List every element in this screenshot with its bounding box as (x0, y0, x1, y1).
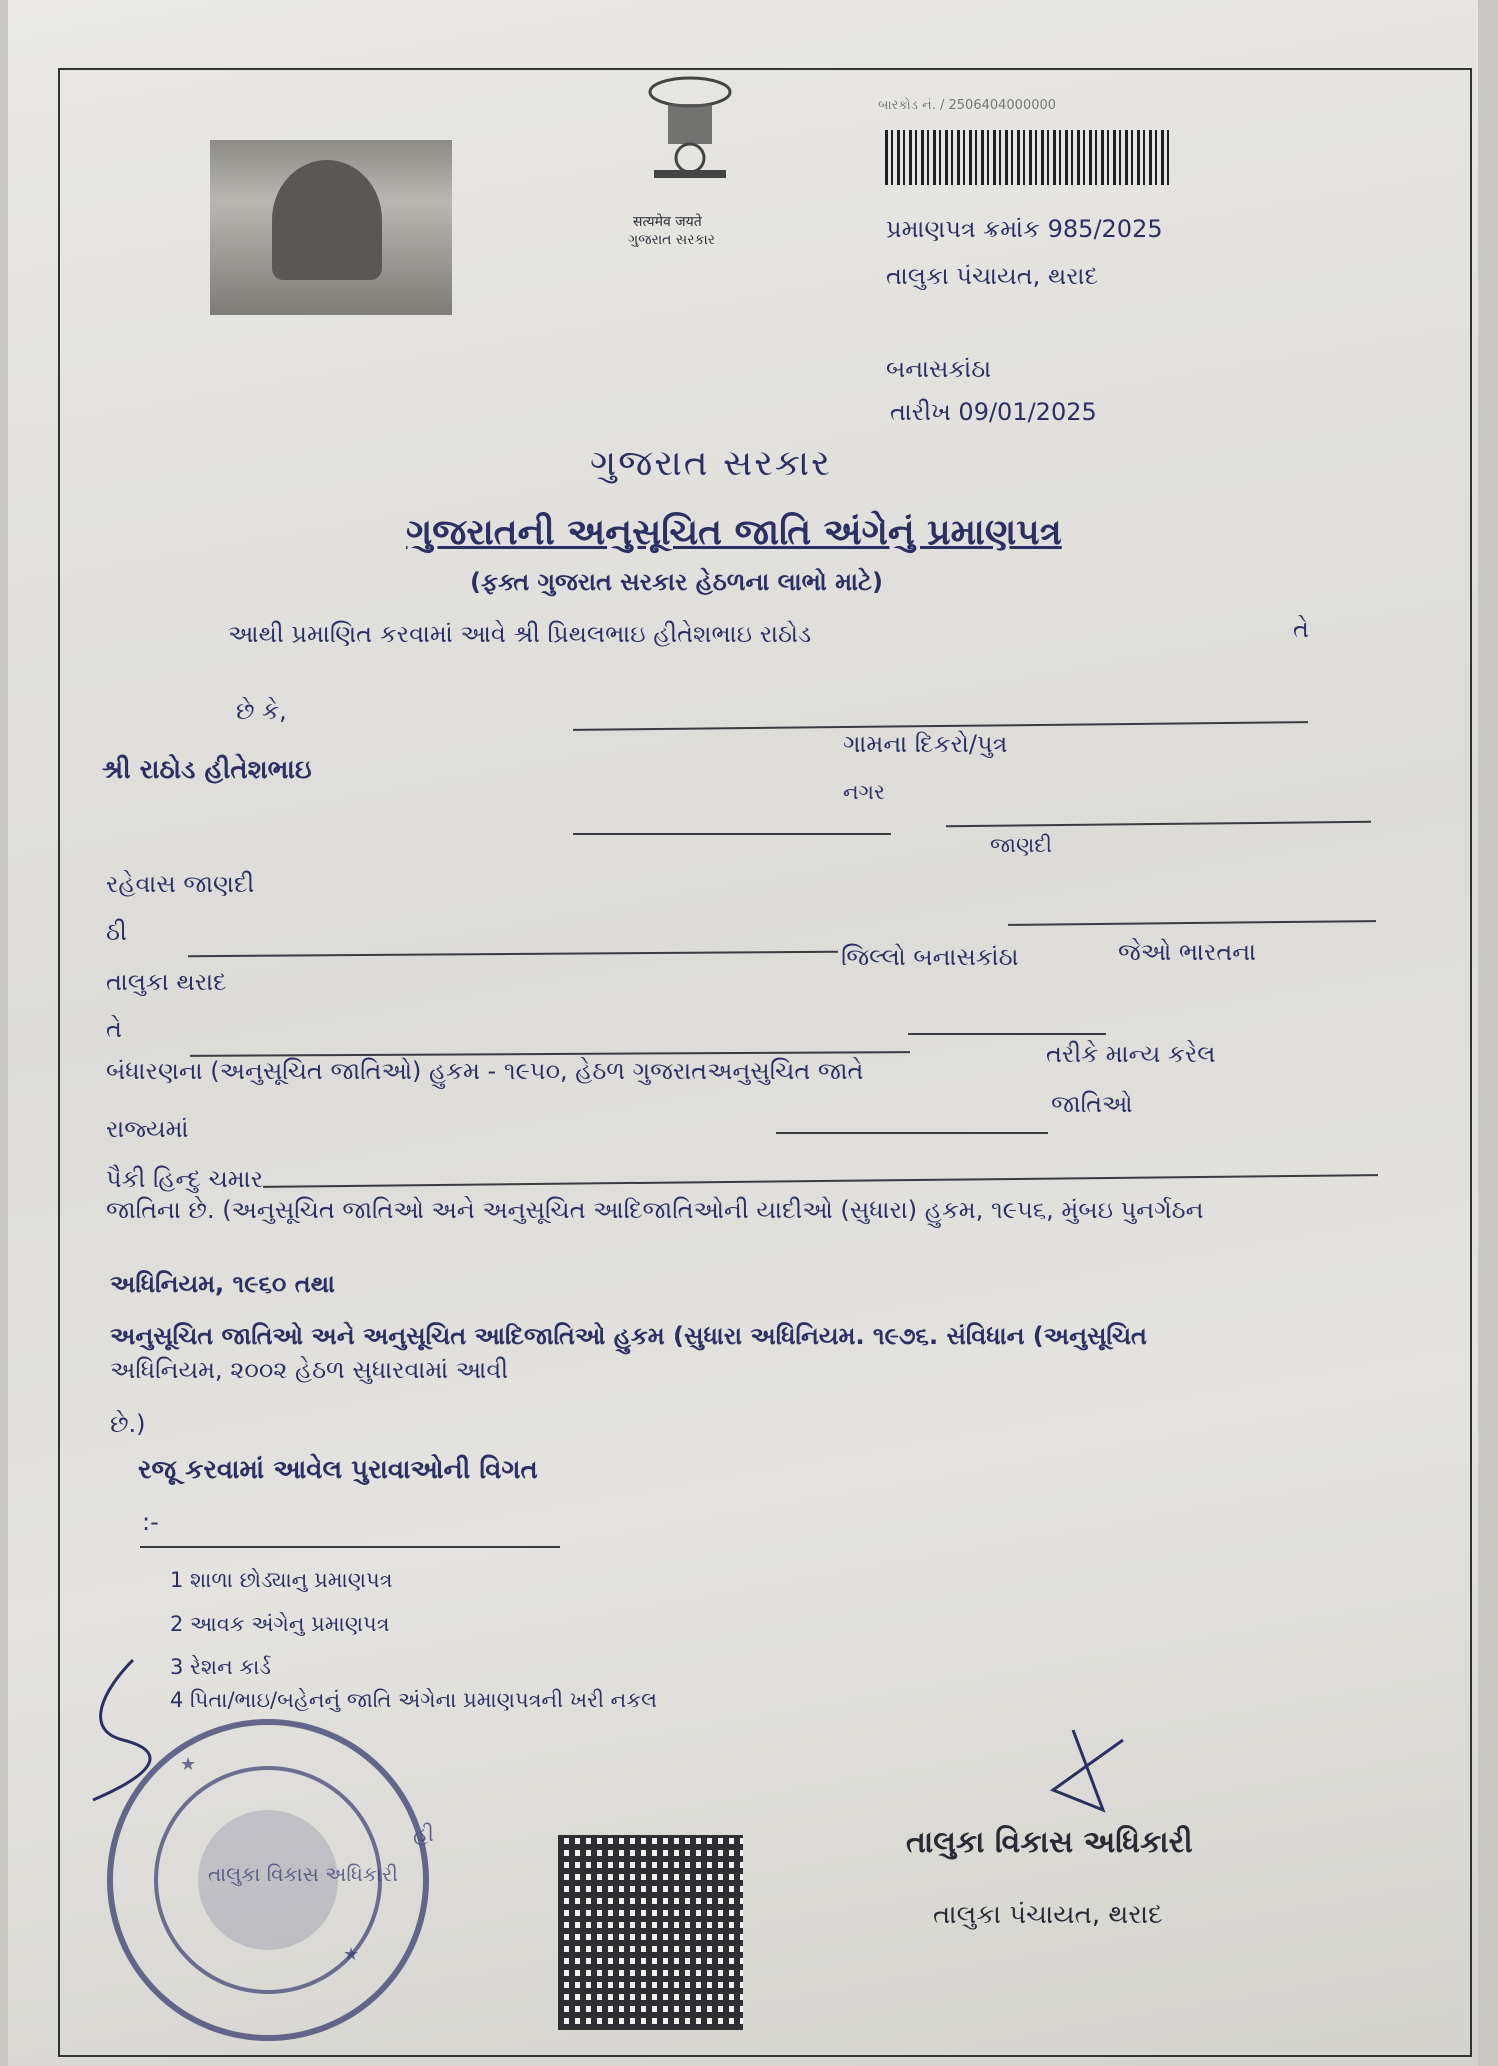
intro-suffix: તે (1293, 615, 1309, 643)
para-line-1: જાતિના છે. (અનુસૂચિત જાતિઓ અને અનુસૂચિત આદિજાતિઓની યાદીઓ (સુધારા) હુકમ, ૧૯૫૬, મુંબઇ પુનર્ગઠન (106, 1196, 1204, 1224)
village-label: જાણદી (990, 833, 1053, 857)
residence-text: રહેવાસ જાણદી (106, 870, 255, 898)
government-title: ગુજરાત સરકાર (590, 443, 832, 484)
qr-code (558, 1835, 743, 2030)
evidence-heading: રજૂ કરવામાં આવેલ પુરાવાઓની વિગત (138, 1455, 538, 1485)
evidence-item: 4 પિતા/ભાઇ/બહેનનું જાતિ અંગેના પ્રમાણપત્રની ખરી નકલ (170, 1688, 658, 1712)
evidence-item: 2 આવક અંગેનુ પ્રમાણપત્ર (170, 1612, 390, 1636)
caste-name: પૈકી હિન્દુ ચમાર (106, 1165, 264, 1193)
para-line-5: છે.) (110, 1410, 146, 1438)
state-emblem-icon (630, 70, 750, 210)
barcode-caption: બારકોડ નં. / 2506404000000 (878, 98, 1057, 113)
evidence-dash: :- (142, 1508, 159, 1536)
thi-text: ઠી (106, 918, 127, 946)
barcode (885, 130, 1173, 185)
che-ke-text: છે કે, (236, 697, 287, 725)
para-line-4: અધિનિયમ, ૨૦૦૨ હેઠળ સુધારવામાં આવી (110, 1356, 509, 1384)
emblem-text-line2: ગુજરાત સરકાર (628, 232, 715, 248)
issue-date: તારીખ 09/01/2025 (890, 398, 1097, 426)
constitution-text: બંધારણના (અનુસૂચિત જાતિઓ) હુકમ - ૧૯૫૦, હેઠળ ગુજરાતઅનુસુચિત જાતે (106, 1057, 864, 1085)
state-text: રાજ્યમાં (106, 1115, 189, 1143)
evidence-item: 1 શાળા છોડ્યાનુ પ્રમાણપત્ર (170, 1568, 393, 1592)
officer-signature (1033, 1720, 1143, 1840)
signature-mark (63, 1650, 183, 1810)
applicant-photo (210, 140, 452, 315)
relation-text: ગામના દિકરો/પુત્ર (843, 730, 1008, 758)
blank-line (776, 1132, 1048, 1134)
blank-line (140, 1546, 560, 1548)
certificate-title: ગુજરાતની અનુસૂચિત જાતિ અંગેનું પ્રમાણપત્ર (406, 512, 1062, 553)
emblem-text-line1: सत्यमेव जयते (633, 214, 702, 230)
castes-text: જાતિઓ (1051, 1090, 1133, 1118)
para-line-2: અધિનિયમ, ૧૯૬૦ તથા (110, 1270, 335, 1298)
para-line-3: અનુસૂચિત જાતિઓ અને અનુસૂચિત આદિજાતિઓ હુકમ (સુધારા અધિનિયમ. ૧૯૭૬. સંવિધાન (અનુસૂચિત (110, 1322, 1147, 1350)
district: બનાસકાંઠા (886, 355, 992, 383)
certificate-subtitle: (ફક્ત ગુજરાત સરકાર હેઠળના લાભો માટે) (470, 568, 883, 596)
blank-line (908, 1033, 1106, 1035)
evidence-item: 3 રેશન કાર્ડ (170, 1655, 271, 1679)
blank-line (573, 833, 891, 835)
officer-title: તાલુકા વિકાસ અધિકારી (906, 1825, 1193, 1860)
te-text: તે (106, 1015, 122, 1043)
nagar-text: નગર (843, 780, 885, 804)
stamp-text: તાલુકા વિકાસ અધિકારી (208, 1862, 398, 1886)
svg-text:★: ★ (180, 1754, 197, 1775)
certificate-number: પ્રમાણપત્ર ક્રમાંક 985/2025 (886, 215, 1163, 243)
stamp-center: હી (413, 1822, 434, 1846)
issuing-office: તાલુકા પંચાયત, થરાદ (886, 262, 1098, 290)
svg-text:★: ★ (343, 1944, 360, 1965)
father-name: શ્રી રાઠોડ હીતેશભાઇ (102, 755, 312, 785)
district-label: જિલ્લો બનાસકાંઠા (841, 943, 1019, 971)
certificate-sheet (8, 0, 1478, 2066)
officer-office: તાલુકા પંચાયત, થરાદ (933, 1900, 1163, 1930)
intro-text: આથી પ્રમાણિત કરવામાં આવે શ્રી પ્રિથલભાઇ હીતેશભાઇ રાઠોડ (228, 620, 812, 648)
recognized-text: તરીકે માન્ય કરેલ (1046, 1040, 1216, 1068)
state-of-text: જેઓ ભારતના (1118, 938, 1257, 966)
taluka-text: તાલુકા થરાદ (106, 968, 227, 996)
